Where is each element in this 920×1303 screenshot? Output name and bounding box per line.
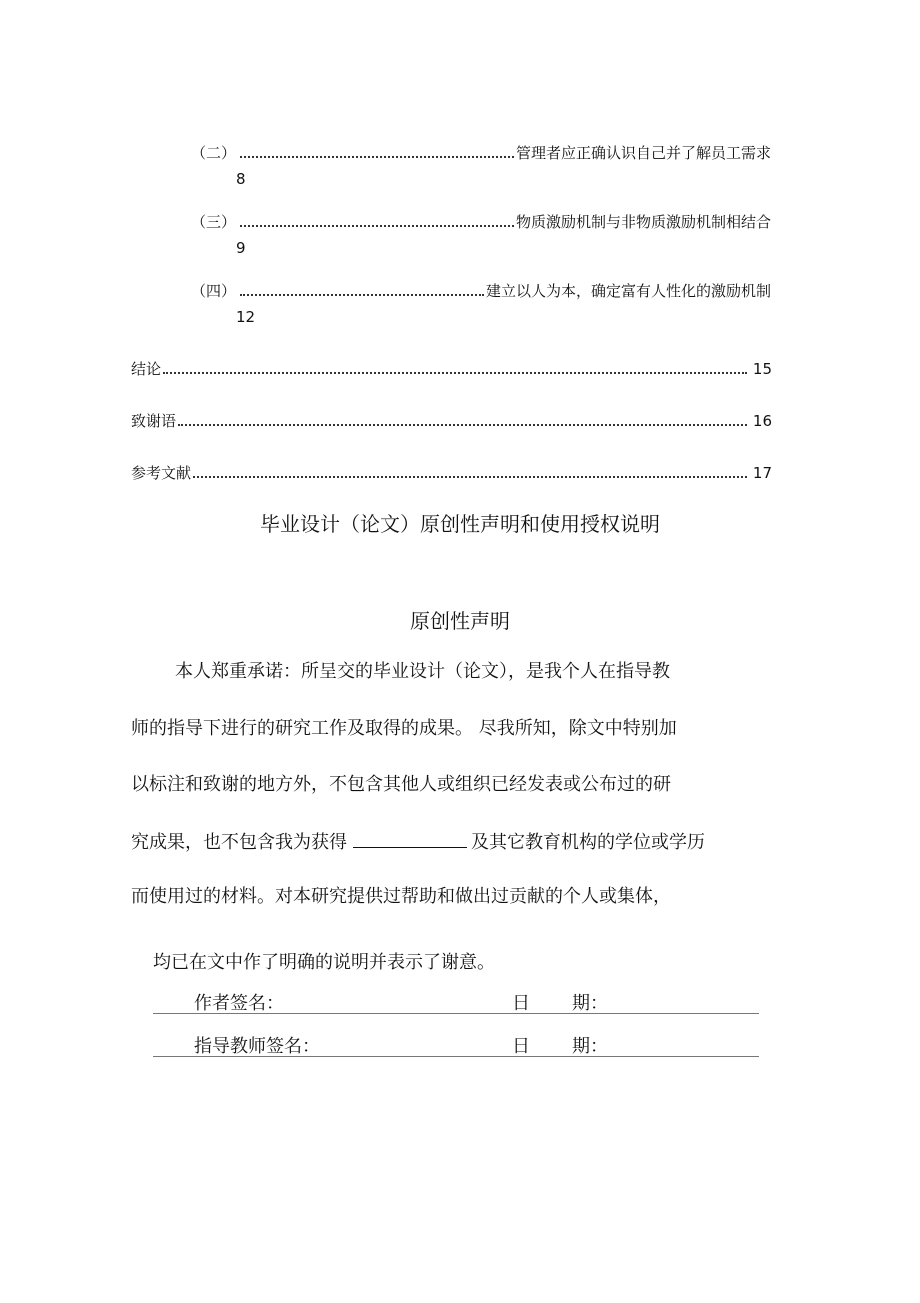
- author-signature-label: 作者签名：: [194, 993, 284, 1014]
- declaration-line-4-end: 及其它教育机构的学位或学历: [471, 832, 705, 853]
- toc-entry-2[interactable]: [191, 143, 771, 189]
- toc-leader-dots: [163, 372, 747, 374]
- toc-entry-4[interactable]: [191, 281, 771, 327]
- declaration-sub-title: 原创性声明: [410, 609, 510, 633]
- declaration-line-5: 而使用过的材料。对本研究提供过帮助和做出过贡献的个人或集体，: [131, 886, 671, 907]
- advisor-signature-row[interactable]: [153, 1034, 759, 1057]
- toc-entry-3[interactable]: [191, 212, 771, 258]
- date-label-char: 期：: [572, 1036, 608, 1057]
- toc-leader-dots: [240, 294, 484, 296]
- date-label-char: 日: [512, 1036, 530, 1057]
- toc-entry-title: 管理者应正确认识自己并了解员工需求: [515, 144, 771, 162]
- toc-leader-dots: [240, 225, 514, 227]
- toc-leader-dots: [240, 156, 514, 158]
- date-label-char: 期：: [572, 993, 608, 1014]
- toc-entry-page: 12: [236, 308, 256, 326]
- toc-entry-number: （二）: [191, 144, 237, 162]
- toc-entry-page: 8: [236, 170, 246, 188]
- toc-entry-page: 15: [752, 360, 772, 378]
- toc-entry-title: 建立以人为本，确定富有人性化的激励机制: [485, 282, 771, 300]
- toc-entry-acknowledgements[interactable]: [131, 411, 772, 431]
- author-signature-row[interactable]: [153, 991, 759, 1014]
- declaration-main-title: 毕业设计（论文）原创性声明和使用授权说明: [260, 512, 660, 536]
- toc-entry-page: 16: [752, 412, 772, 430]
- toc-entry-page: 9: [236, 239, 246, 257]
- date-label-char: 日: [512, 993, 530, 1014]
- declaration-line-2: 师的指导下进行的研究工作及取得的成果。 尽我所知，除文中特别加: [131, 718, 677, 739]
- toc-entry-number: （四）: [191, 282, 237, 300]
- toc-entry-number: （三）: [191, 213, 237, 231]
- toc-entry-page: 17: [752, 464, 772, 482]
- toc-entry-title: 结论: [131, 360, 162, 378]
- toc-entry-title: 致谢语: [131, 412, 177, 430]
- toc-entry-title: 物质激励机制与非物质激励机制相结合: [515, 213, 771, 231]
- declaration-line-6: 均已在文中作了明确的说明并表示了谢意。: [153, 952, 495, 973]
- degree-blank-field[interactable]: [353, 829, 467, 848]
- toc-leader-dots: [193, 476, 747, 478]
- declaration-line-4: [131, 829, 751, 855]
- declaration-line-4-start: 究成果，也不包含我为获得: [131, 832, 347, 853]
- advisor-signature-label: 指导教师签名：: [194, 1036, 320, 1057]
- declaration-line-1: 本人郑重承诺：所呈交的毕业设计（论文），是我个人在指导教: [175, 661, 670, 682]
- toc-entry-title: 参考文献: [131, 464, 192, 482]
- toc-entry-references[interactable]: [131, 463, 772, 483]
- declaration-line-3: 以标注和致谢的地方外，不包含其他人或组织已经发表或公布过的研: [131, 774, 671, 795]
- toc-leader-dots: [178, 424, 747, 426]
- toc-entry-conclusion[interactable]: [131, 359, 772, 379]
